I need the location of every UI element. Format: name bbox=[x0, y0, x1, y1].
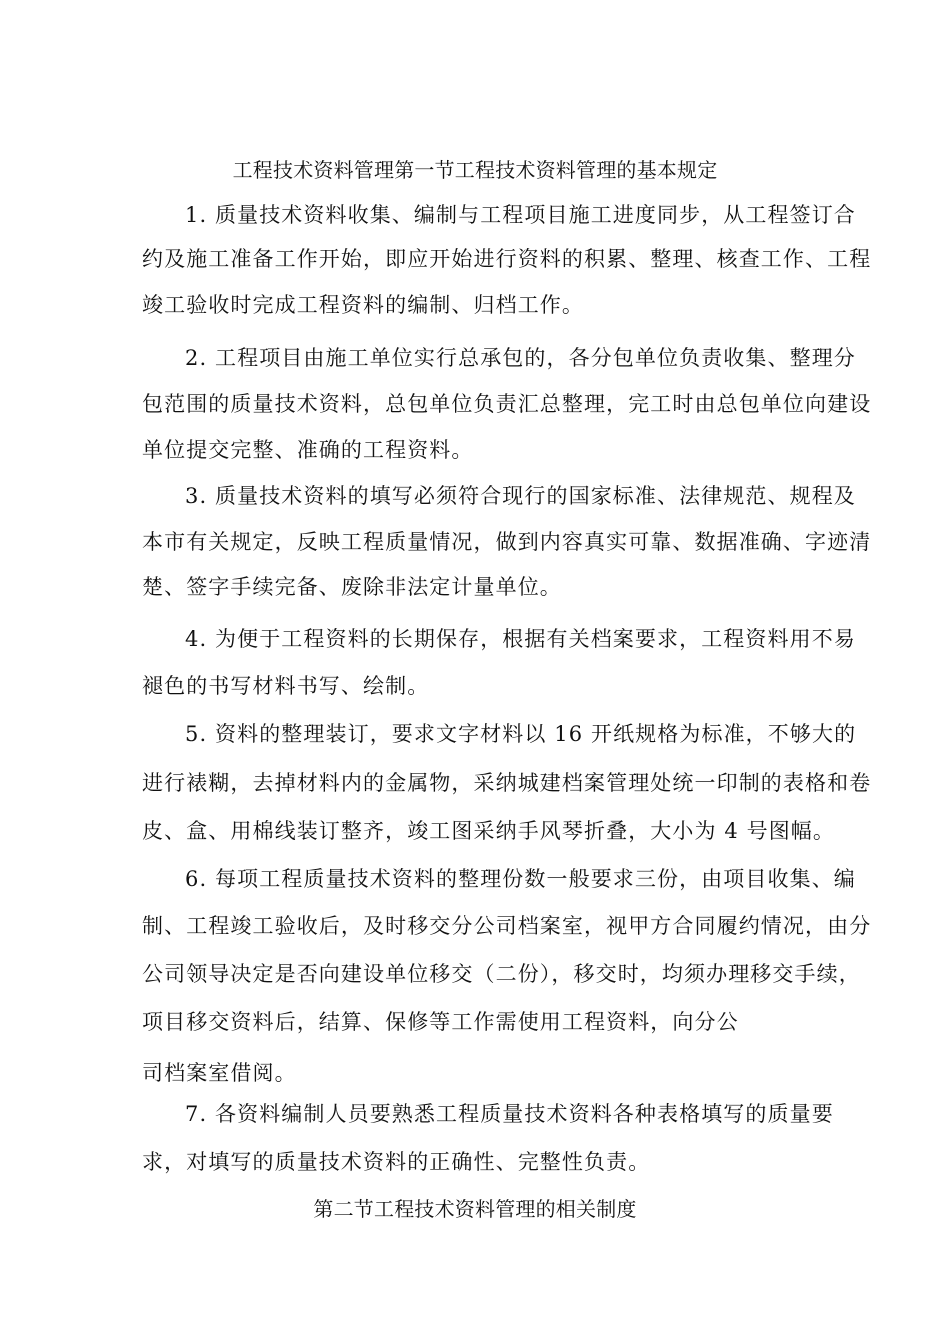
item-3-line-2: 本市有关规定，反映工程质量情况，做到内容真实可靠、数据准确、字迹清 bbox=[142, 530, 872, 554]
item-5-line-3: 皮、盒、用棉线装订整齐，竣工图采纳手风琴折叠，大小为 4 号图幅。 bbox=[142, 819, 836, 843]
item-5-line-1: 5. 资料的整理装订，要求文字材料以 16 开纸规格为标准，不够大的 bbox=[185, 722, 857, 746]
item-7-line-2: 求，对填写的质量技术资料的正确性、完整性负责。 bbox=[142, 1150, 651, 1174]
item-4-line-1: 4. 为便于工程资料的长期保存，根据有关档案要求，工程资料用不易 bbox=[185, 627, 856, 651]
item-6-line-3: 公司领导决定是否向建设单位移交（二份），移交时，均须办理移交手续， bbox=[142, 962, 861, 986]
item-6-line-5: 司档案室借阅。 bbox=[142, 1061, 297, 1085]
item-2-line-1: 2. 工程项目由施工单位实行总承包的，各分包单位负责收集、整理分 bbox=[185, 346, 856, 370]
item-3-line-1: 3. 质量技术资料的填写必须符合现行的国家标准、法律规范、规程及 bbox=[185, 484, 856, 508]
item-4-line-2: 褪色的书写材料书写、绘制。 bbox=[142, 674, 430, 698]
item-1-line-3: 竣工验收时完成工程资料的编制、归档工作。 bbox=[142, 293, 584, 317]
item-1-line-2: 约及施工准备工作开始，即应开始进行资料的积累、整理、核查工作、工程 bbox=[142, 247, 872, 271]
item-6-line-2: 制、工程竣工验收后，及时移交分公司档案室，视甲方合同履约情况，由分 bbox=[142, 914, 872, 938]
item-5-line-2: 进行裱糊，去掉材料内的金属物，采纳城建档案管理处统一印制的表格和卷 bbox=[142, 771, 872, 795]
item-1-line-1: 1. 质量技术资料收集、编制与工程项目施工进度同步，从工程签订合 bbox=[185, 203, 856, 227]
item-2-line-3: 单位提交完整、准确的工程资料。 bbox=[142, 438, 474, 462]
item-2-line-2: 包范围的质量技术资料，总包单位负责汇总整理，完工时由总包单位向建设 bbox=[142, 392, 872, 416]
item-6-line-1: 6. 每项工程质量技术资料的整理份数一般要求三份，由项目收集、编 bbox=[185, 867, 856, 891]
section-1-title: 工程技术资料管理第一节工程技术资料管理的基本规定 bbox=[232, 158, 718, 182]
item-6-line-4: 项目移交资料后，结算、保修等工作需使用工程资料，向分公 bbox=[142, 1010, 739, 1034]
section-2-title: 第二节工程技术资料管理的相关制度 bbox=[313, 1197, 637, 1221]
item-7-line-1: 7. 各资料编制人员要熟悉工程质量技术资料各种表格填写的质量要 bbox=[185, 1102, 834, 1126]
item-3-line-3: 楚、签字手续完备、废除非法定计量单位。 bbox=[142, 575, 562, 599]
